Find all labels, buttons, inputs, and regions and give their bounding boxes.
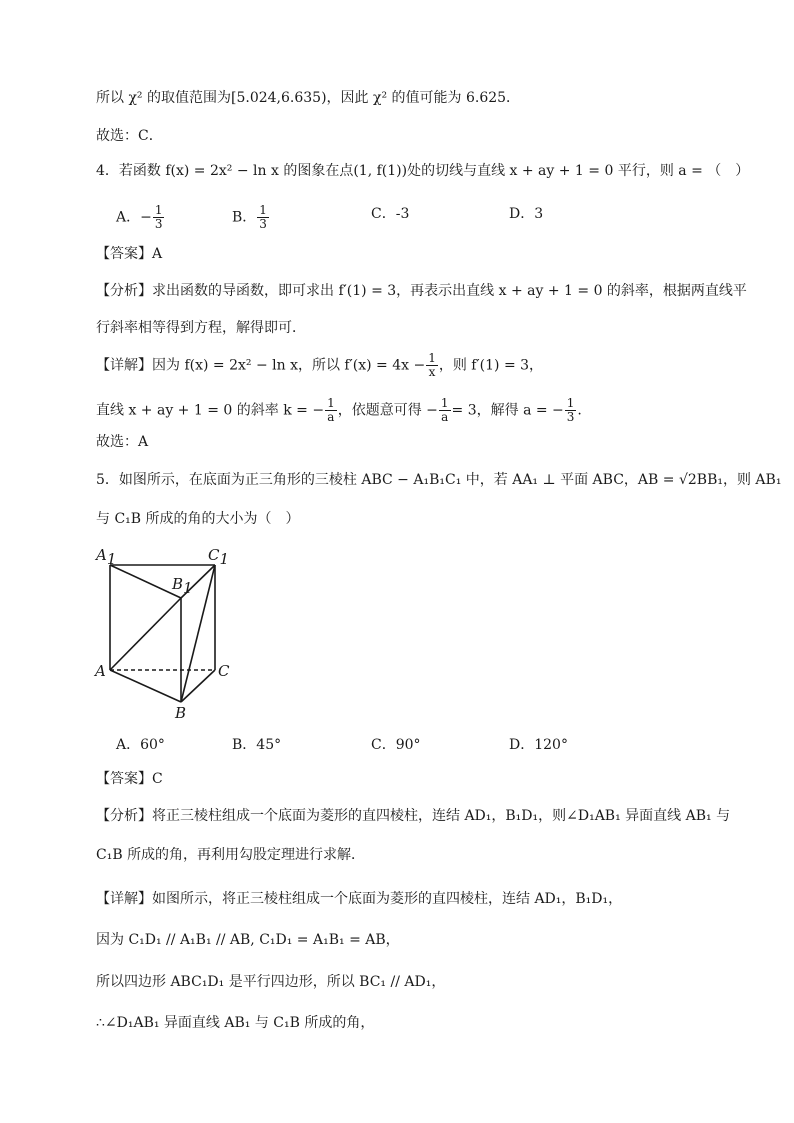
q5-detail-line3: 所以四边形 ABC₁D₁ 是平行四边形，所以 BC₁ // AD₁， xyxy=(96,974,446,990)
prism-figure xyxy=(90,540,250,725)
q5-option-d: D．120° xyxy=(509,737,568,753)
q4-analysis-line2: 行斜率相等得到方程，解得即可． xyxy=(96,320,306,336)
edge-a1b1 xyxy=(110,565,181,598)
q5-stem-line1: 5．如图所示，在底面为正三角形的三棱柱 ABC − A₁B₁C₁ 中，若 AA₁ ⊥ 平面 ABC，AB = √2BB₁，则 AB₁ xyxy=(96,472,782,488)
segment-ab1 xyxy=(110,598,181,670)
label-b: B xyxy=(175,704,187,722)
label-c: C xyxy=(218,662,230,680)
q4-option-a: A．− $\frac{1}{3}$ xyxy=(116,203,163,231)
q4-option-b: B． $\frac{1}{3}$ xyxy=(232,203,267,231)
q5-detail-line4: ∴∠D₁AB₁ 异面直线 AB₁ 与 C₁B 所成的角， xyxy=(96,1015,375,1031)
choice-c-text: 故选：C． xyxy=(96,128,163,144)
q5-answer: 【答案】C xyxy=(96,771,163,787)
q5-stem-line2: 与 C₁B 所成的角的大小为（ ） xyxy=(96,511,300,527)
q5-option-b: B．45° xyxy=(232,737,282,753)
q5-option-a: A．60° xyxy=(116,737,165,753)
q5-detail-line1: 【详解】如图所示，将正三棱柱组成一个底面为菱形的直四棱柱，连结 AD₁，B₁D₁， xyxy=(96,891,623,907)
q4-detail-line2: 直线 x + ay + 1 = 0 的斜率 k = − $\frac{1}{a}$ ，依题意可得 − $\frac{1}{a}$ = 3，解得 a = − $\frac{1}{3}$ . xyxy=(96,396,582,424)
q4-stem: 4．若函数 f(x) = 2x² − ln x 的图象在点(1, f(1))处的切线与直线 x + ay + 1 = 0 平行，则 a = （ ） xyxy=(96,163,750,179)
q4-option-c: C．-3 xyxy=(371,206,410,222)
q4-detail-line1: 【详解】因为 f(x) = 2x² − ln x，所以 f′(x) = 4x − $\frac{1}{x}$ ，则 f′(1) = 3， xyxy=(96,351,544,379)
q4-option-d: D．3 xyxy=(509,206,544,222)
edge-ab xyxy=(110,670,181,702)
q5-analysis-line1: 【分析】将正三棱柱组成一个底面为菱形的直四棱柱，连结 AD₁，B₁D₁，则∠D₁AB₁ 异面直线 AB₁ 与 xyxy=(96,808,731,824)
q5-analysis-line2: C₁B 所成的角，再利用勾股定理进行求解． xyxy=(96,847,366,863)
label-c1: C1 xyxy=(208,546,230,568)
chi-range-text: 所以 χ² 的取值范围为[5.024,6.635)，因此 χ² 的值可能为 6.625． xyxy=(96,90,521,106)
q4-answer: 【答案】A xyxy=(96,246,163,262)
q5-option-c: C．90° xyxy=(371,737,421,753)
label-a1: A1 xyxy=(96,546,117,568)
label-a: A xyxy=(95,662,106,680)
q5-detail-line2: 因为 C₁D₁ // A₁B₁ // AB, C₁D₁ = A₁B₁ = AB， xyxy=(96,932,400,948)
q4-analysis-line1: 【分析】求出函数的导函数，即可求出 f′(1) = 3，再表示出直线 x + ay + 1 = 0 的斜率，根据两直线平 xyxy=(96,283,747,299)
label-b1: B1 xyxy=(172,575,193,597)
edge-bc xyxy=(181,670,215,702)
q4-choose: 故选：A xyxy=(96,434,149,450)
